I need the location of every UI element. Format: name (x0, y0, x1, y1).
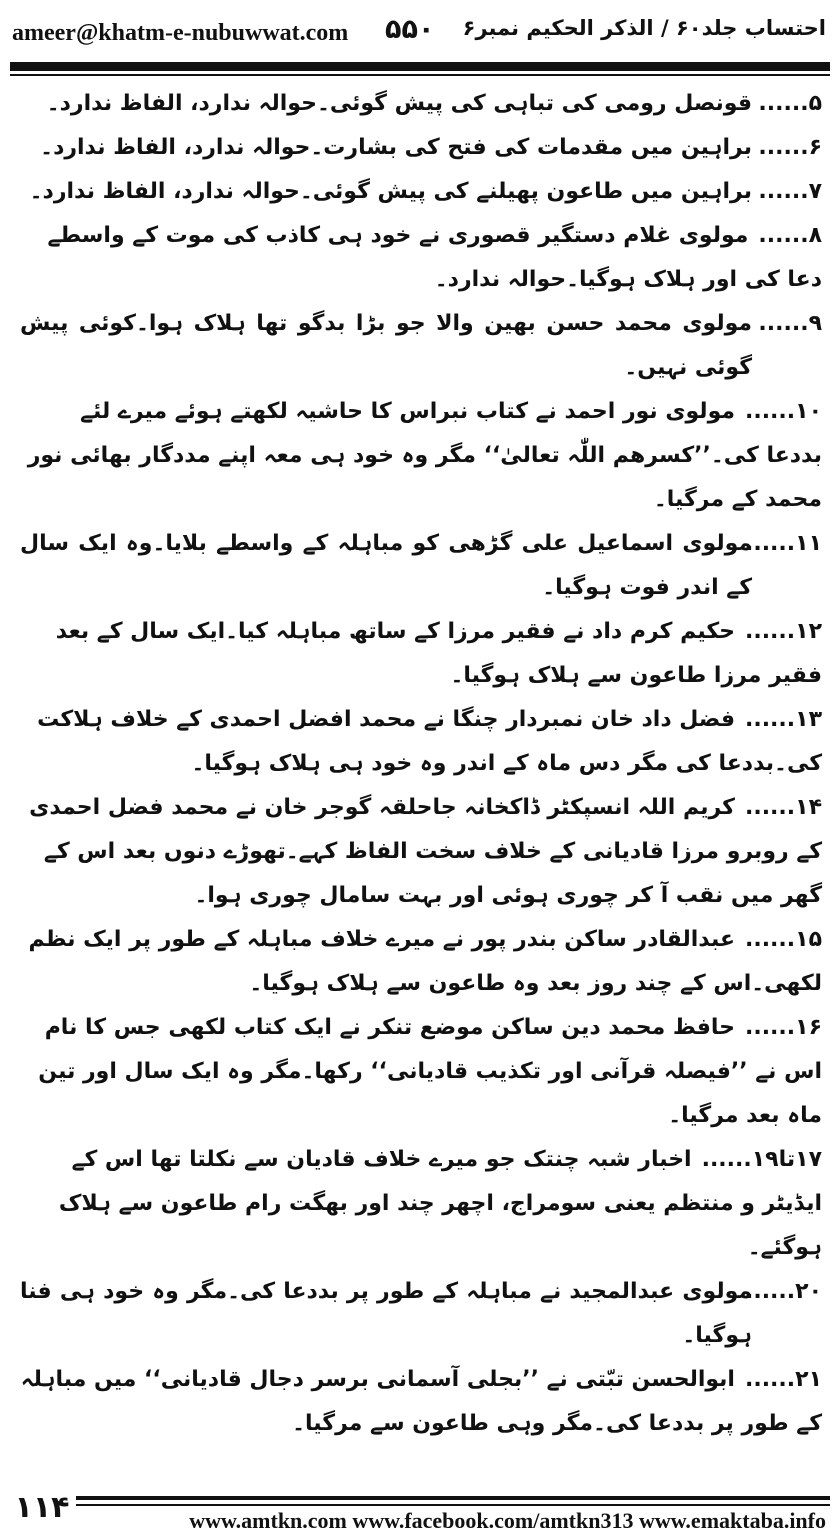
item-number: ۲۱...... (744, 1367, 822, 1392)
item-number: ۱۷تا۱۹...... (701, 1147, 822, 1172)
item-number: ۵...... (758, 91, 822, 116)
list-item (20, 82, 822, 126)
list-item (20, 170, 822, 214)
list-item (20, 1138, 822, 1270)
list-item (20, 302, 822, 390)
item-number: ۱۲...... (744, 619, 822, 644)
list-item (20, 786, 822, 918)
document-body (20, 82, 822, 1472)
header-email: ameer@khatm-e-nubuwwat.com (12, 20, 349, 46)
item-text: فضل داد خان نمبردار چنگا نے محمد افضل احمدی کے خلاف ہلاکت کی۔بددعا کی مگر دس ماہ کے اندر وہ خود ہی ہلاک ہوگیا۔ (37, 707, 822, 776)
list-item (20, 126, 822, 170)
item-text: مولوی محمد حسن بھین والا جو بڑا بدگو تھا ہلاک ہوا۔کوئی پیش گوئی نہیں۔ (20, 311, 752, 380)
header-page-number: ۵۵۰ (385, 14, 435, 45)
item-text: اخبار شبہ چنتک جو میرے خلاف قادیان سے نکلتا تھا اس کے ایڈیٹر و منتظم یعنی سومراج، اچھر چند اور بھگت رام طاعون سے ہلاک ہوگئے۔ (58, 1147, 822, 1260)
item-number: ۱۴...... (744, 795, 822, 820)
item-text: براہین میں مقدمات کی فتح کی بشارت۔حوالہ ندارد، الفاظ ندارد۔ (40, 135, 752, 160)
item-number: ۶...... (758, 135, 822, 160)
item-text: حافظ محمد دین ساکن موضع تنکر نے ایک کتاب لکھی جس کا نام اس نے ’’فیصلہ قرآنی اور تکذیب قادیانی‘‘ رکھا۔مگر وہ ایک سال اور تین ماہ بعد مرگیا۔ (38, 1015, 822, 1128)
header-rule-thick (10, 62, 830, 71)
list-item (20, 522, 822, 610)
item-text: براہین میں طاعون پھیلنے کی پیش گوئی۔حوالہ ندارد، الفاظ ندارد۔ (29, 179, 752, 204)
footer-links: www.amtkn.com www.facebook.com/amtkn313 www.emaktaba.info (189, 1508, 826, 1533)
item-text: کریم اللہ انسپکٹر ڈاکخانہ جاحلقہ گوجر خان نے محمد فضل احمدی کے روبرو مرزا قادیانی کے خلاف سخت الفاظ کہے۔تھوڑے دنوں بعد اس کے گھر میں نقب آ کر چوری ہوئی اور بہت سامال چوری ہوا۔ (29, 795, 822, 908)
list-item (20, 1006, 822, 1138)
item-text: حکیم کرم داد نے فقیر مرزا کے ساتھ مباہلہ کیا۔ایک سال کے بعد فقیر مرزا طاعون سے ہلاک ہوگیا۔ (55, 619, 822, 688)
list-item (20, 918, 822, 1006)
item-number: ۸...... (758, 223, 822, 248)
item-number: ۱۱...... (744, 531, 822, 556)
item-text: مولوی غلام دستگیر قصوری نے خود ہی کاذب کی موت کے واسطے دعا کی اور ہلاک ہوگیا۔حوالہ ندارد۔ (47, 223, 822, 292)
list-item (20, 1270, 822, 1358)
item-number: ۱۳...... (744, 707, 822, 732)
item-number: ۲۰...... (744, 1279, 822, 1304)
item-number: ۱۵...... (744, 927, 822, 952)
item-text: قونصل رومی کی تباہی کی پیش گوئی۔حوالہ ندارد، الفاظ ندارد۔ (46, 91, 752, 116)
header-title: احتساب جلد۶۰ / الذکر الحکیم نمبر۶ (462, 16, 826, 40)
list-item (20, 390, 822, 522)
item-number: ۱۶...... (744, 1015, 822, 1040)
list-item (20, 610, 822, 698)
footer-rule (76, 1496, 830, 1500)
footer-rule-thin (76, 1504, 830, 1506)
item-number: ۷...... (758, 179, 822, 204)
list-item (20, 1358, 822, 1446)
item-text: مولوی اسماعیل علی گڑھی کو مباہلہ کے واسطے بلایا۔وہ ایک سال کے اندر فوت ہوگیا۔ (20, 531, 752, 600)
item-text: مولوی نور احمد نے کتاب نبراس کا حاشیہ لکھتے ہوئے میرے لئے بددعا کی۔’’کسرھم اللّٰہ تعالیٰ‘‘ مگر وہ خود ہی معہ اپنے مددگار بھائی نور محمد کے مرگیا۔ (27, 399, 822, 512)
page-footer (0, 1484, 840, 1540)
list-item (20, 214, 822, 302)
item-text: عبدالقادر ساکن بندر پور نے میرے خلاف مباہلہ کے طور پر ایک نظم لکھی۔اس کے چند روز بعد وہ طاعون سے ہلاک ہوگیا۔ (28, 927, 822, 996)
header-rule-thin (10, 74, 830, 76)
list-item (20, 698, 822, 786)
item-number: ۹...... (758, 311, 822, 336)
footer-page-number: ۱۱۴ (14, 1490, 70, 1525)
page-header (0, 0, 840, 76)
item-text: ابوالحسن تبّتی نے ’’بجلی آسمانی برسر دجال قادیانی‘‘ میں مباہلہ کے طور پر بددعا کی۔مگر وہی طاعون سے مرگیا۔ (20, 1367, 822, 1436)
item-number: ۱۰...... (744, 399, 822, 424)
item-text: مولوی عبدالمجید نے مباہلہ کے طور پر بددعا کی۔مگر وہ خود ہی فنا ہوگیا۔ (20, 1279, 752, 1348)
